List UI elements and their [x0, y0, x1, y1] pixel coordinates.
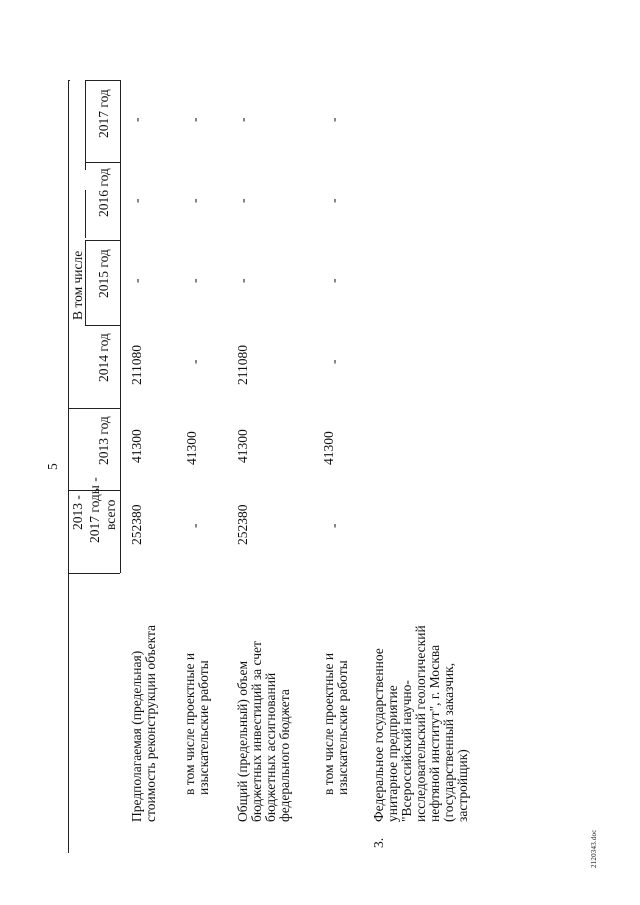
row2-2017: - [235, 117, 250, 122]
row-divider-2015 [85, 240, 120, 241]
footer-code: 2120343.doc [590, 829, 598, 868]
row1-2017: - [187, 117, 202, 122]
row1-2016: - [187, 198, 202, 203]
row-divider-2016 [85, 162, 120, 163]
row3-label: в том числе проектные и изыскательские работы [321, 652, 350, 795]
item3-number: 3. [371, 837, 386, 848]
row3-2016: - [326, 198, 341, 203]
row1-label: в том числе проектные и изыскательские работы [182, 652, 211, 795]
header-2016: 2016 год [96, 168, 111, 217]
header-2013: 2013 год [96, 416, 111, 465]
header-2015: 2015 год [96, 249, 111, 298]
row2-total: 252380 [235, 504, 250, 545]
row0-label: Предполагаемая (предельная) стоимость реконструкции объекта [129, 624, 158, 822]
row2-2013: 41300 [235, 429, 250, 463]
row1-2014: - [187, 359, 202, 364]
row1-2013: 41300 [184, 431, 199, 465]
item3-label: Федеральное государственное унитарное предприятие "Всероссийский научно- исследовательский геологический нефтяной институт", г. Москва (государственный заказчик, застройщик) [371, 625, 470, 822]
table-left-border [68, 80, 69, 853]
row0-2014: 211080 [129, 345, 144, 385]
row1-total: - [187, 523, 202, 528]
header-total-line3: всего [103, 499, 118, 530]
in-total-top [68, 80, 70, 81]
row-divider-2014 [85, 325, 120, 326]
header-2014: 2014 год [96, 333, 111, 382]
row0-2015: - [129, 278, 144, 283]
header-total-line1: 2013 - [70, 495, 85, 530]
header-col-left [85, 240, 86, 325]
row-divider-2013 [68, 408, 120, 409]
row3-total: - [326, 523, 341, 528]
row1-2015: - [187, 278, 202, 283]
page-number: 5 [45, 463, 60, 470]
header-divider-main [120, 80, 121, 573]
row3-2014: - [326, 359, 341, 364]
row3-2017: - [326, 117, 341, 122]
row0-total: 252380 [129, 504, 144, 545]
row2-2015: - [235, 278, 250, 283]
row0-2017: - [129, 117, 144, 122]
row3-2015: - [326, 278, 341, 283]
header-in-total: В том числе [70, 250, 85, 320]
row0-2013: 41300 [129, 429, 144, 463]
header-total-line2: 2017 годы - [87, 477, 102, 543]
row0-2016: - [129, 198, 144, 203]
header-2017: 2017 год [96, 89, 111, 138]
row-divider-top [85, 80, 120, 81]
header-divider-years [85, 80, 86, 170]
header-divider-top [85, 190, 86, 238]
label-row-divider [68, 573, 120, 574]
row3-2013: 41300 [321, 431, 336, 465]
row2-2014: 211080 [235, 345, 250, 385]
row2-label: Общий (предельный) объем бюджетных инвестиций за счет бюджетных ассигнований федерального бюджета [235, 641, 292, 822]
row2-2016: - [235, 198, 250, 203]
